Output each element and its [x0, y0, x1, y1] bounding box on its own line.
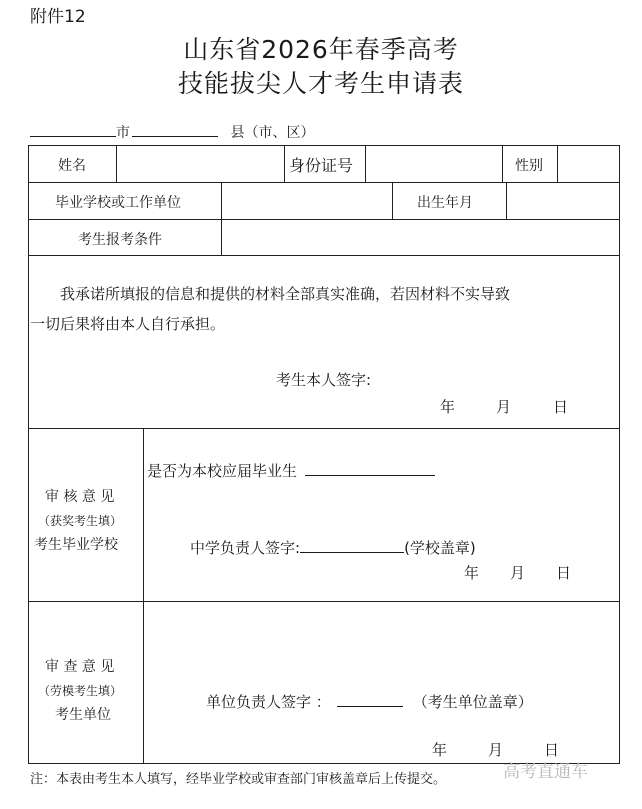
unit-review-scope: （劳模考生填）	[38, 684, 123, 698]
declaration-date-year: 年	[440, 398, 456, 416]
school-review-scope: （获奖考生填）	[38, 514, 123, 528]
application-condition-label: 考生报考条件	[78, 232, 162, 248]
col-separator	[221, 219, 222, 255]
gender-label: 性别	[515, 158, 543, 174]
form-title-line2: 技能拔尖人才考生申请表	[177, 69, 464, 98]
application-condition-field[interactable]	[223, 221, 618, 254]
county-blank[interactable]	[132, 122, 218, 137]
city-blank[interactable]	[30, 122, 116, 137]
col-separator	[392, 182, 393, 219]
col-separator	[557, 145, 558, 182]
gender-field[interactable]	[559, 147, 618, 181]
unit-signature-field[interactable]	[337, 692, 403, 707]
graduate-question	[147, 460, 435, 481]
col-separator	[221, 182, 222, 219]
school-or-employer-field[interactable]	[223, 184, 391, 218]
declaration-line2: 一切后果将由本人自行承担。	[30, 315, 226, 333]
birth-date-field[interactable]	[508, 184, 618, 218]
location-line	[30, 122, 314, 142]
id-number-label: 身份证号	[289, 156, 354, 175]
school-date-day: 日	[556, 564, 572, 582]
unit-review-subject: 考生单位	[55, 707, 111, 723]
row-separator	[28, 182, 620, 183]
school-review-heading: 审 核 意 见	[45, 489, 115, 505]
declaration-date-day: 日	[553, 398, 569, 416]
declaration-date-month: 月	[496, 398, 512, 416]
annex-label: 附件12	[30, 7, 86, 27]
county-suffix: 县（市、区）	[230, 125, 315, 141]
col-separator	[365, 145, 366, 182]
col-separator	[502, 145, 503, 182]
school-date-month: 月	[510, 564, 526, 582]
school-date-year: 年	[464, 564, 480, 582]
unit-date-year: 年	[432, 741, 448, 759]
graduate-answer-field[interactable]	[305, 461, 435, 476]
candidate-signature-label: 考生本人签字:	[276, 371, 372, 389]
unit-review-heading: 审 查 意 见	[45, 659, 115, 675]
declaration-line1: 我承诺所填报的信息和提供的材料全部真实准确，若因材料不实导致	[60, 285, 511, 303]
table-border-left	[28, 145, 29, 764]
unit-date-month: 月	[488, 741, 504, 759]
city-suffix: 市	[116, 125, 130, 141]
birth-date-label: 出生年月	[417, 195, 473, 211]
unit-stamp-label: （考生单位盖章）	[412, 693, 533, 711]
col-separator	[116, 145, 117, 182]
row-separator	[28, 255, 620, 256]
row-separator	[28, 219, 620, 220]
unit-signature-label: 单位负责人签字 ：	[206, 693, 331, 711]
unit-signature-row	[206, 691, 533, 712]
unit-date-day: 日	[544, 741, 560, 759]
school-signature-label: 中学负责人签字:	[190, 539, 301, 557]
col-separator	[284, 145, 285, 182]
id-number-field[interactable]	[367, 147, 501, 181]
footer-note: 注：本表由考生本人填写，经毕业学校或审查部门审核盖章后上传提交。	[30, 772, 447, 787]
school-review-subject: 考生毕业学校	[34, 537, 118, 553]
school-or-employer-label: 毕业学校或工作单位	[55, 195, 181, 211]
col-separator	[506, 182, 507, 219]
table-border-right	[619, 145, 620, 764]
row-separator	[28, 601, 620, 602]
school-signature-row	[190, 537, 476, 558]
graduate-question-label: 是否为本校应届毕业生	[147, 462, 298, 480]
col-separator	[143, 428, 144, 763]
name-label: 姓名	[58, 158, 86, 174]
name-field[interactable]	[118, 147, 283, 181]
school-stamp-label: (学校盖章)	[404, 539, 476, 557]
school-signature-field[interactable]	[300, 538, 404, 553]
row-separator	[28, 428, 620, 429]
form-title-line1: 山东省2026年春季高考	[183, 35, 459, 64]
watermark: 高考直通车	[503, 762, 588, 782]
